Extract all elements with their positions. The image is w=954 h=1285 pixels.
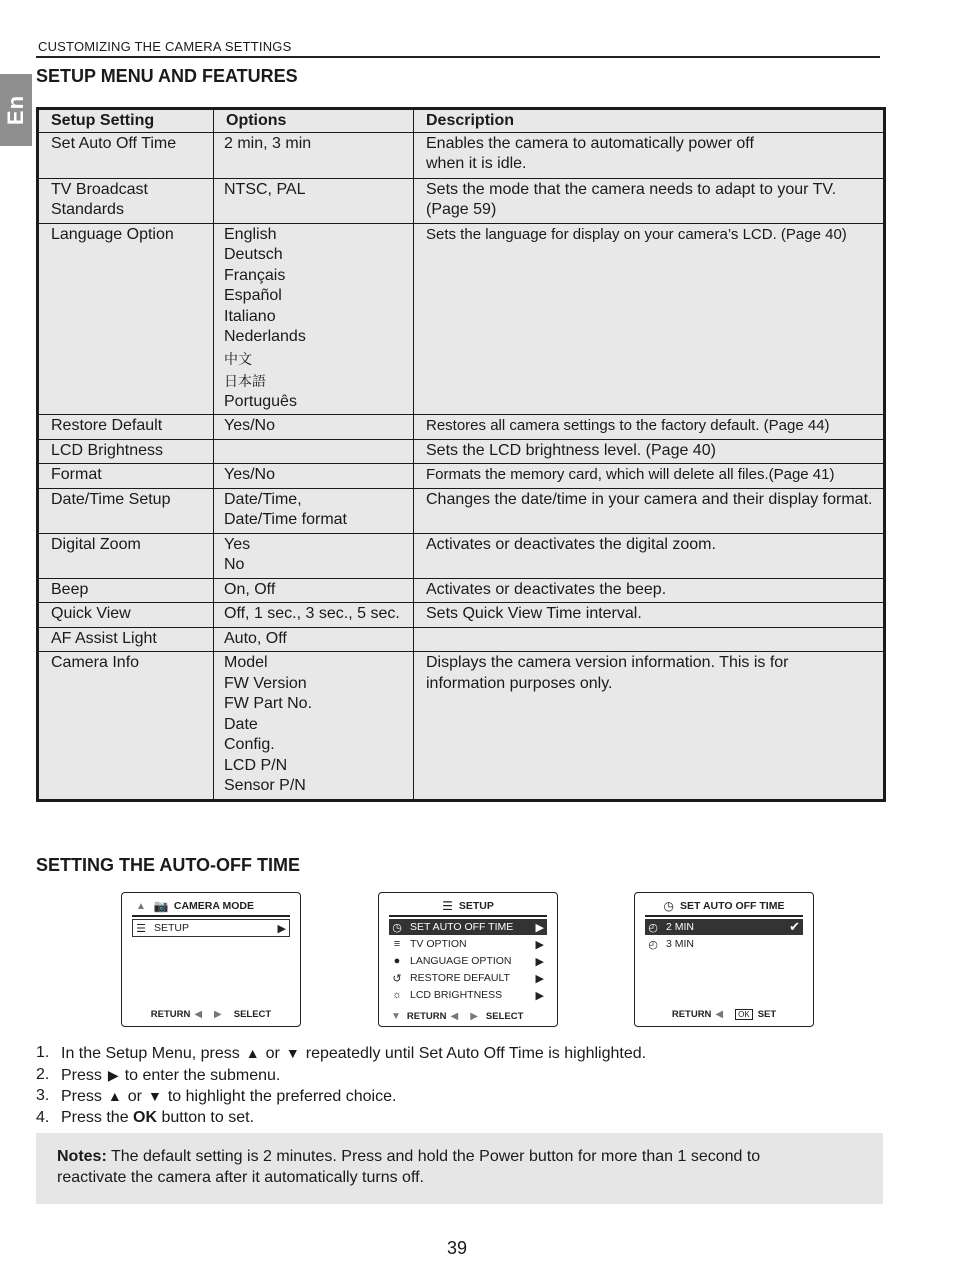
setup-icon: ☰	[136, 922, 146, 935]
right-arrow-icon: ▶	[277, 922, 286, 935]
description-cell: Sets Quick View Time interval.	[414, 603, 885, 628]
right-arrow-icon: ▶	[535, 972, 544, 985]
option-text: Nederlands	[224, 328, 306, 345]
screen-divider	[132, 915, 290, 917]
lcd-screen-camera-mode	[121, 892, 301, 1027]
description-cell: Displays the camera version information. This is for information purposes only.	[414, 652, 885, 801]
description-cell: Formats the memory card, which will delete all files.(Page 41)	[414, 464, 885, 489]
brightness-icon: ☼	[391, 989, 403, 1001]
header-rule	[36, 56, 880, 58]
menu-item-language-option[interactable]	[389, 953, 547, 969]
menu-item-set-auto-off-time[interactable]	[389, 919, 547, 935]
notes-text: The default setting is 2 minutes. Press and hold the Power button for more than 1 second to reactivate the camera after it automatically turns off.	[57, 1148, 761, 1186]
menu-item-label: SETUP	[154, 922, 190, 934]
right-arrow-icon: ▶	[470, 1011, 478, 1022]
menu-item-lcd-brightness[interactable]	[389, 987, 547, 1003]
column-header-options: Options	[214, 109, 414, 133]
setup-table	[36, 107, 886, 802]
return-label: RETURN	[406, 1011, 447, 1022]
option-text: Yes/No	[224, 417, 275, 434]
menu-item-label: RESTORE DEFAULT	[410, 972, 510, 984]
setting-cell: Language Option	[38, 223, 214, 415]
table-row	[38, 488, 885, 533]
running-header: CUSTOMIZING THE CAMERA SETTINGS	[38, 39, 292, 54]
option-text: Off, 1 sec., 3 sec., 5 sec.	[224, 605, 400, 622]
setting-cell: AF Assist Light	[38, 627, 214, 652]
instruction-steps	[36, 1043, 646, 1128]
menu-item-label: TV OPTION	[410, 938, 467, 950]
option-text: Model	[224, 654, 268, 671]
option-text: LCD P/N	[224, 756, 288, 774]
language-icon: ●	[393, 955, 401, 967]
option-label: 2 MIN	[666, 921, 695, 933]
restore-icon: ↺	[392, 972, 402, 985]
step-text: button to set.	[161, 1108, 255, 1126]
checkmark-icon: ✔	[789, 919, 800, 934]
options-cell	[214, 439, 414, 464]
timer-icon: ◴	[648, 921, 658, 934]
column-header-description: Description	[414, 109, 885, 133]
step-text: to enter the submenu.	[124, 1066, 281, 1084]
options-cell	[214, 652, 414, 801]
right-arrow-icon: ▶	[535, 955, 544, 968]
step-3	[36, 1086, 646, 1108]
description-cell: Restores all camera settings to the factory default. (Page 44)	[414, 415, 885, 440]
menu-item-setup[interactable]	[132, 919, 290, 937]
description-cell: Enables the camera to automatically power off when it is idle.	[414, 132, 885, 178]
language-tab-label: En	[3, 94, 28, 126]
setting-cell: TV Broadcast Standards	[38, 178, 214, 223]
menu-item-label: LANGUAGE OPTION	[410, 955, 512, 967]
options-cell	[214, 627, 414, 652]
description-cell: Activates or deactivates the beep.	[414, 578, 885, 603]
down-arrow-icon: ▼	[285, 1045, 300, 1061]
table-row	[38, 652, 885, 801]
screen-title-bar	[122, 899, 300, 913]
section-title-setup-menu: SETUP MENU AND FEATURES	[36, 66, 298, 86]
screen-title: SETUP	[458, 900, 494, 912]
left-arrow-icon: ◀	[194, 1009, 203, 1020]
setting-cell: Format	[38, 464, 214, 489]
option-text: FW Version	[224, 674, 307, 692]
step-2	[36, 1065, 646, 1087]
timer-icon: ◴	[648, 938, 658, 951]
clock-icon: ◷	[663, 899, 675, 913]
option-text: 2 min, 3 min	[224, 134, 312, 152]
option-text: NTSC, PAL	[224, 180, 306, 198]
setting-cell: LCD Brightness	[38, 439, 214, 464]
return-label: RETURN	[671, 1009, 712, 1020]
step-number: 4.	[36, 1108, 50, 1126]
step-number: 1.	[36, 1044, 50, 1061]
step-1	[36, 1043, 646, 1065]
ok-label: OK	[133, 1108, 158, 1126]
table-row	[38, 439, 885, 464]
menu-item-label: SET AUTO OFF TIME	[410, 921, 514, 933]
options-cell	[214, 132, 414, 178]
option-text: English	[224, 225, 277, 243]
options-cell	[214, 488, 414, 533]
menu-item-label: LCD BRIGHTNESS	[410, 989, 503, 1001]
step-text: repeatedly until Set Auto Off Time is highlighted.	[305, 1045, 647, 1062]
setting-cell: Digital Zoom	[38, 533, 214, 578]
option-label: 3 MIN	[666, 938, 695, 950]
step-text: Press	[61, 1088, 102, 1106]
table-row	[38, 603, 885, 628]
table-row	[38, 132, 885, 178]
down-arrow-icon: ▼	[391, 1011, 401, 1022]
options-cell	[214, 533, 414, 578]
right-arrow-icon: ▶	[535, 938, 544, 951]
page-number: 39	[446, 1238, 468, 1258]
description-cell: Sets the language for display on your camera’s LCD. (Page 40)	[414, 223, 885, 415]
option-text: 日本語	[224, 372, 266, 389]
setting-cell: Date/Time Setup	[38, 488, 214, 533]
down-arrow-icon: ▼	[148, 1088, 162, 1105]
step-4	[36, 1108, 646, 1129]
lcd-screen-set-auto-off-time	[634, 892, 814, 1027]
set-label: SET	[757, 1009, 777, 1020]
setup-icon: ☰	[442, 899, 453, 913]
step-text: Press	[61, 1066, 102, 1084]
table-row	[38, 578, 885, 603]
screen-title: SET AUTO OFF TIME	[680, 900, 785, 912]
section-title-auto-off: SETTING THE AUTO-OFF TIME	[36, 855, 300, 875]
tv-icon: ≡	[393, 938, 401, 950]
right-arrow-icon: ▶	[535, 921, 544, 934]
screen-footer	[379, 1011, 557, 1022]
option-text: No	[224, 556, 245, 573]
screen-title-bar	[379, 899, 557, 913]
table-row	[38, 627, 885, 652]
menu-item-tv-option[interactable]	[389, 936, 547, 952]
setting-cell: Camera Info	[38, 652, 214, 801]
menu-item-restore-default[interactable]	[389, 970, 547, 986]
step-text: to highlight the preferred choice.	[167, 1088, 397, 1106]
options-cell	[214, 223, 414, 415]
right-arrow-icon: ▶	[535, 989, 544, 1002]
table-row	[38, 464, 885, 489]
camera-icon: 📷	[153, 899, 169, 913]
step-text: or	[127, 1088, 142, 1106]
step-text: Press the	[61, 1108, 129, 1126]
return-label: RETURN	[150, 1009, 191, 1020]
option-text: Auto, Off	[224, 629, 287, 647]
lcd-screen-setup	[378, 892, 558, 1027]
option-text: Yes/No	[224, 466, 275, 483]
screen-footer	[122, 1009, 300, 1020]
table-row	[38, 415, 885, 440]
description-cell: Activates or deactivates the digital zoom.	[414, 533, 885, 578]
notes-label: Notes:	[57, 1148, 107, 1165]
up-arrow-icon: ▲	[107, 1088, 122, 1105]
notes-box	[36, 1133, 883, 1204]
screen-divider	[389, 915, 547, 917]
right-arrow-icon: ▶	[214, 1009, 222, 1020]
screen-title: CAMERA MODE	[173, 900, 254, 912]
setting-cell: Quick View	[38, 603, 214, 628]
table-header-row	[38, 109, 885, 133]
screen-footer	[635, 1009, 813, 1020]
options-cell	[214, 178, 414, 223]
description-cell: Changes the date/time in your camera and their display format.	[414, 488, 885, 533]
clock-icon: ◷	[392, 921, 402, 934]
select-label: SELECT	[233, 1009, 272, 1020]
table-row	[38, 533, 885, 578]
setting-cell: Beep	[38, 578, 214, 603]
options-cell	[214, 578, 414, 603]
ok-icon: OK	[735, 1009, 753, 1020]
option-text: Italiano	[224, 307, 276, 325]
table-row	[38, 178, 885, 223]
option-text: Español	[224, 287, 282, 304]
option-text: Config.	[224, 736, 275, 753]
up-arrow-icon: ▲	[136, 900, 146, 912]
setting-cell: Restore Default	[38, 415, 214, 440]
step-number: 2.	[36, 1065, 50, 1083]
left-arrow-icon: ◀	[715, 1009, 724, 1020]
option-text: Sensor P/N	[224, 777, 306, 794]
options-cell	[214, 603, 414, 628]
step-text: or	[265, 1045, 280, 1062]
option-text: Date/Time format	[224, 511, 347, 528]
table-row	[38, 223, 885, 415]
option-text: Deutsch	[224, 246, 283, 263]
option-text: Yes	[224, 535, 251, 553]
options-cell	[214, 415, 414, 440]
column-header-setting: Setup Setting	[38, 109, 214, 133]
option-text: Português	[224, 392, 297, 410]
screen-divider	[645, 915, 803, 917]
description-cell: Sets the mode that the camera needs to adapt to your TV. (Page 59)	[414, 178, 885, 223]
option-text: On, Off	[224, 580, 276, 598]
option-2-min[interactable]	[645, 919, 803, 935]
options-cell	[214, 464, 414, 489]
option-3-min[interactable]	[645, 936, 803, 952]
select-label: SELECT	[485, 1011, 524, 1022]
step-number: 3.	[36, 1087, 50, 1105]
up-arrow-icon: ▲	[245, 1045, 260, 1061]
option-text: Français	[224, 266, 286, 284]
option-text: FW Part No.	[224, 695, 313, 712]
left-arrow-icon: ◀	[450, 1011, 459, 1022]
language-tab	[0, 74, 32, 146]
description-cell	[414, 627, 885, 652]
step-text: In the Setup Menu, press	[61, 1045, 240, 1062]
option-text: 中文	[224, 350, 252, 367]
right-arrow-icon: ▶	[107, 1066, 119, 1083]
description-cell: Sets the LCD brightness level. (Page 40)	[414, 439, 885, 464]
setting-cell: Set Auto Off Time	[38, 132, 214, 178]
option-text: Date/Time,	[224, 490, 302, 508]
option-text: Date	[224, 715, 258, 733]
screen-title-bar	[635, 899, 813, 913]
